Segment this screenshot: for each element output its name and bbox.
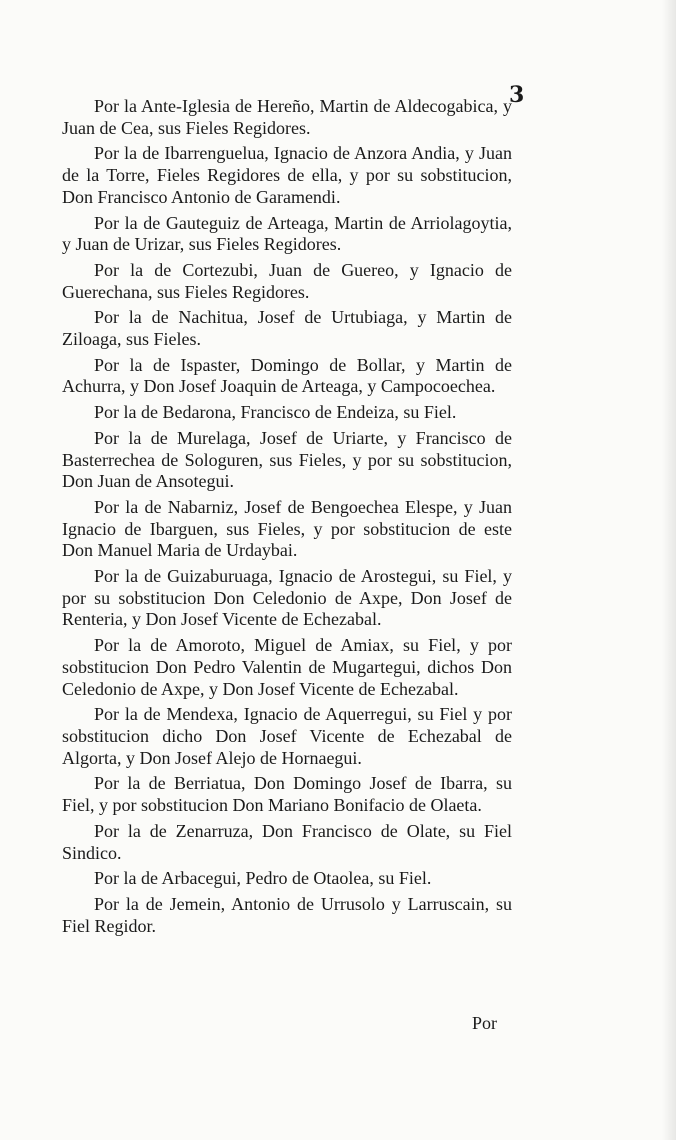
paragraph: Por la Ante-Iglesia de Hereño, Martin de Aldecogabica, y Juan de Cea, sus Fieles Regidores. bbox=[62, 96, 512, 138]
paragraph: Por la de Gauteguiz de Arteaga, Martin de Arriolagoytia, y Juan de Urizar, sus Fieles Regidores. bbox=[62, 212, 512, 255]
paragraph: Por la de Amoroto, Miguel de Amiax, su Fiel, y por sobstitucion Don Pedro Valentin de Mugartegui, dichos Don Celedonio de Axpe, y Don Josef Vicente de Echezabal. bbox=[62, 635, 512, 699]
paragraph: Por la de Cortezubi, Juan de Guereo, y Ignacio de Guerechana, sus Fieles Regidores. bbox=[62, 259, 512, 302]
paragraph: Por la de Nachitua, Josef de Urtubiaga, y Martin de Ziloaga, sus Fieles. bbox=[62, 307, 512, 350]
paragraph: Por la de Jemein, Antonio de Urrusolo y Larruscain, su Fiel Regidor. bbox=[62, 893, 512, 936]
paragraph: Por la de Zenarruza, Don Francisco de Olate, su Fiel Sindico. bbox=[62, 820, 512, 863]
paragraph: Por la de Ispaster, Domingo de Bollar, y Martin de Achurra, y Don Josef Joaquin de Arteaga, y Campocoechea. bbox=[62, 354, 512, 397]
paragraph: Por la de Ibarrenguelua, Ignacio de Anzora Andia, y Juan de la Torre, Fieles Regidores de ella, y por su sobstitucion, Don Francisco Antonio de Garamendi. bbox=[62, 143, 512, 207]
paragraph: Por la de Bedarona, Francisco de Endeiza, su Fiel. bbox=[94, 402, 457, 423]
text-body bbox=[62, 96, 512, 941]
paragraph: Por la de Mendexa, Ignacio de Aquerregui, su Fiel y por sobstitucion dicho Don Josef Vicente de Echezabal de Algorta, y Don Josef Alejo de Hornaegui. bbox=[62, 704, 512, 768]
page-number: 3 bbox=[509, 82, 525, 108]
catchword: Por bbox=[472, 1013, 498, 1033]
paragraph: Por la de Berriatua, Don Domingo Josef de Ibarra, su Fiel, y por sobstitucion Don Mariano Bonifacio de Olaeta. bbox=[62, 773, 512, 816]
paragraph: Por la de Guizaburuaga, Ignacio de Arostegui, su Fiel, y por su sobstitucion Don Celedonio de Axpe, Don Josef de Renteria, y Don Josef Vicente de Echezabal. bbox=[62, 566, 512, 630]
paragraph: Por la de Nabarniz, Josef de Bengoechea Elespe, y Juan Ignacio de Ibarguen, sus Fieles, y por sobstitucion de este Don Manuel Maria de Urdaybai. bbox=[62, 496, 512, 561]
paragraph: Por la de Arbacegui, Pedro de Otaolea, su Fiel. bbox=[94, 868, 432, 889]
paragraph: Por la de Murelaga, Josef de Uriarte, y Francisco de Basterrechea de Sologuren, sus Fieles, y por su sobstitucion, Don Juan de Ansotegui. bbox=[62, 427, 512, 492]
page-edge-shadow bbox=[662, 0, 676, 1140]
